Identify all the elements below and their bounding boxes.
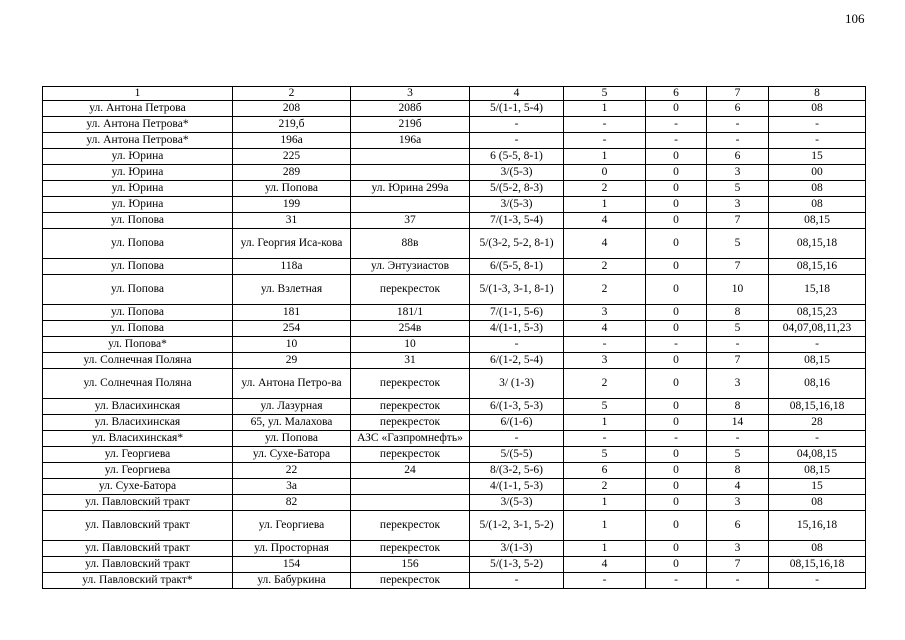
table-cell: 08 [769, 495, 866, 511]
table-cell: 08,15 [769, 463, 866, 479]
table-cell: 3/ (1-3) [470, 369, 564, 399]
table-cell: - [564, 337, 646, 353]
table-cell: 7/(1-1, 5-6) [470, 305, 564, 321]
table-cell: 08,15 [769, 213, 866, 229]
table-row [43, 557, 866, 573]
table-cell: 219б [351, 117, 470, 133]
table-cell: 6/(5-5, 8-1) [470, 259, 564, 275]
table-cell [351, 149, 470, 165]
table-cell: 4/(1-1, 5-3) [470, 479, 564, 495]
table-cell: 6 (5-5, 8-1) [470, 149, 564, 165]
table-cell: 1 [564, 415, 646, 431]
table-cell: 6/(1-6) [470, 415, 564, 431]
table-cell: 6/(1-2, 5-4) [470, 353, 564, 369]
table-cell: 2 [564, 275, 646, 305]
table-cell: 1 [564, 495, 646, 511]
table-cell: 24 [351, 463, 470, 479]
table-cell: перекресток [351, 511, 470, 541]
table-row [43, 463, 866, 479]
table-cell: ул. Попова [43, 213, 233, 229]
table-cell: 31 [351, 353, 470, 369]
table-cell: 2 [564, 259, 646, 275]
table-cell: ул. Павловский тракт [43, 557, 233, 573]
table-cell: ул. Попова* [43, 337, 233, 353]
table-cell: 82 [233, 495, 351, 511]
table-cell: - [707, 133, 769, 149]
table-cell: ул. Юрина [43, 165, 233, 181]
table-cell: ул. Солнечная Поляна [43, 353, 233, 369]
table-cell: ул. Георгиева [233, 511, 351, 541]
table-row [43, 447, 866, 463]
table-cell: 4 [564, 229, 646, 259]
table-cell: ул. Бабуркина [233, 573, 351, 589]
table-cell: - [470, 573, 564, 589]
table-cell: 3/(5-3) [470, 495, 564, 511]
table-cell [351, 197, 470, 213]
table-cell: ул. Попова [233, 431, 351, 447]
table-cell: ул. Сухе-Батора [233, 447, 351, 463]
table-cell: 208б [351, 101, 470, 117]
table-cell: 0 [646, 369, 707, 399]
table-cell: 2 [564, 479, 646, 495]
table-cell: 3/(5-3) [470, 165, 564, 181]
table-cell: 08 [769, 197, 866, 213]
table-cell: 154 [233, 557, 351, 573]
table-cell: ул. Павловский тракт* [43, 573, 233, 589]
table-cell: 04,08,15 [769, 447, 866, 463]
table-cell: 15,16,18 [769, 511, 866, 541]
table-cell: 10 [351, 337, 470, 353]
table-cell: 2 [564, 369, 646, 399]
table-cell: 5 [707, 321, 769, 337]
table-cell: 0 [646, 197, 707, 213]
table-cell: ул. Власихинская [43, 415, 233, 431]
table-cell: 3 [564, 353, 646, 369]
table-cell: перекресток [351, 399, 470, 415]
table-cell: 225 [233, 149, 351, 165]
table-cell: 5 [707, 229, 769, 259]
table-cell: 7 [707, 557, 769, 573]
table-cell: перекресток [351, 541, 470, 557]
column-header: 4 [470, 87, 564, 101]
page-number: 106 [845, 11, 865, 26]
table-cell: 219,б [233, 117, 351, 133]
table-cell: - [646, 117, 707, 133]
table-cell: 254 [233, 321, 351, 337]
table-cell: 5 [707, 447, 769, 463]
table-cell: 0 [646, 165, 707, 181]
table-row [43, 431, 866, 447]
table-cell: 0 [646, 353, 707, 369]
table-cell: 15,18 [769, 275, 866, 305]
table-cell: - [707, 573, 769, 589]
table-cell: - [707, 431, 769, 447]
stops-table [42, 86, 866, 589]
table-cell: ул. Антона Петрова* [43, 117, 233, 133]
table-row [43, 321, 866, 337]
table-cell: 6 [564, 463, 646, 479]
table-cell: 0 [646, 511, 707, 541]
table-cell: 5/(5-2, 8-3) [470, 181, 564, 197]
table-cell: 22 [233, 463, 351, 479]
table-cell: - [769, 337, 866, 353]
table-cell: 5 [707, 181, 769, 197]
table-cell: 0 [646, 321, 707, 337]
table-cell [351, 165, 470, 181]
table-cell: 4 [564, 213, 646, 229]
table-cell: 118а [233, 259, 351, 275]
table-cell: 0 [646, 101, 707, 117]
table-cell: 196а [233, 133, 351, 149]
table-cell: 1 [564, 149, 646, 165]
table-cell: ул. Юрина [43, 149, 233, 165]
table-cell: 0 [646, 463, 707, 479]
table-cell: 0 [646, 229, 707, 259]
table-cell: 5/(1-2, 3-1, 5-2) [470, 511, 564, 541]
table-cell: 0 [646, 447, 707, 463]
table-cell: - [646, 337, 707, 353]
table-cell: ул. Антона Петрова [43, 101, 233, 117]
table-cell: ул. Попова [43, 229, 233, 259]
column-header: 5 [564, 87, 646, 101]
column-header: 8 [769, 87, 866, 101]
table-cell: ул. Юрина [43, 197, 233, 213]
table-cell: - [646, 573, 707, 589]
table-cell: 4/(1-1, 5-3) [470, 321, 564, 337]
table-cell: 0 [646, 399, 707, 415]
column-header: 3 [351, 87, 470, 101]
table-cell: 3 [707, 197, 769, 213]
table-cell: 3/(5-3) [470, 197, 564, 213]
table-cell: 181 [233, 305, 351, 321]
table-cell: 08,15,16 [769, 259, 866, 275]
table-cell: ул. Юрина [43, 181, 233, 197]
table-cell: 0 [646, 415, 707, 431]
table-cell: 3 [707, 541, 769, 557]
table-cell: 208 [233, 101, 351, 117]
table-row [43, 117, 866, 133]
table-cell: - [769, 117, 866, 133]
table-row [43, 101, 866, 117]
table-cell: 00 [769, 165, 866, 181]
table-cell: 4 [707, 479, 769, 495]
table-cell: ул. Солнечная Поляна [43, 369, 233, 399]
table-cell [351, 495, 470, 511]
table-cell: ул. Взлетная [233, 275, 351, 305]
table-cell [351, 479, 470, 495]
table-cell: 181/1 [351, 305, 470, 321]
table-cell: ул. Павловский тракт [43, 511, 233, 541]
table-cell: 7/(1-3, 5-4) [470, 213, 564, 229]
table-row [43, 415, 866, 431]
table-cell: 7 [707, 213, 769, 229]
table-cell: 10 [233, 337, 351, 353]
column-header: 7 [707, 87, 769, 101]
table-cell: 5 [564, 447, 646, 463]
table-row [43, 337, 866, 353]
table-cell: 6/(1-3, 5-3) [470, 399, 564, 415]
table-cell: ул. Попова [43, 305, 233, 321]
table-row [43, 305, 866, 321]
table-cell: 1 [564, 511, 646, 541]
table-cell: 31 [233, 213, 351, 229]
table-cell: ул. Георгия Иса-кова [233, 229, 351, 259]
table-cell: - [769, 573, 866, 589]
table-cell: перекресток [351, 369, 470, 399]
table-cell: 156 [351, 557, 470, 573]
table-cell: - [769, 431, 866, 447]
table-cell: 14 [707, 415, 769, 431]
table-cell: ул. Павловский тракт [43, 541, 233, 557]
table-cell: 4 [564, 321, 646, 337]
table-cell: 3 [707, 495, 769, 511]
table-cell: АЗС «Газпромнефть» [351, 431, 470, 447]
table-cell: 08,15 [769, 353, 866, 369]
table-cell: 196а [351, 133, 470, 149]
table-cell: 3/(1-3) [470, 541, 564, 557]
table-cell: ул. Власихинская [43, 399, 233, 415]
table-cell: ул. Попова [43, 275, 233, 305]
table-cell: 8 [707, 399, 769, 415]
header-row [43, 87, 866, 101]
table-cell: 5/(3-2, 5-2, 8-1) [470, 229, 564, 259]
table-row [43, 229, 866, 259]
table-cell: 08,16 [769, 369, 866, 399]
table-cell: 0 [646, 495, 707, 511]
table-cell: 0 [646, 149, 707, 165]
table-cell: 6 [707, 149, 769, 165]
table-cell: 15 [769, 479, 866, 495]
table-cell: - [564, 133, 646, 149]
table-cell: ул. Антона Петро-ва [233, 369, 351, 399]
table-cell: 3 [707, 165, 769, 181]
table-cell: 1 [564, 541, 646, 557]
table-row [43, 369, 866, 399]
table-cell: - [707, 337, 769, 353]
table-cell: - [564, 573, 646, 589]
table-cell: 5/(1-3, 5-2) [470, 557, 564, 573]
table-cell: 0 [646, 479, 707, 495]
table-row [43, 181, 866, 197]
table-cell: - [646, 133, 707, 149]
table-cell: ул. Павловский тракт [43, 495, 233, 511]
table-row [43, 149, 866, 165]
table-cell: 6 [707, 101, 769, 117]
table-cell: 2 [564, 181, 646, 197]
table-cell: 0 [646, 557, 707, 573]
table-cell: перекресток [351, 275, 470, 305]
table-row [43, 541, 866, 557]
table-cell: 0 [646, 181, 707, 197]
table-cell: - [470, 133, 564, 149]
table-row [43, 479, 866, 495]
table-cell: ул. Антона Петрова* [43, 133, 233, 149]
table-cell: 0 [646, 275, 707, 305]
table-cell: 289 [233, 165, 351, 181]
table-cell: 08,15,23 [769, 305, 866, 321]
table-row [43, 259, 866, 275]
table-cell: 8/(3-2, 5-6) [470, 463, 564, 479]
table-cell: 0 [646, 259, 707, 275]
table-row [43, 275, 866, 305]
table-cell: 10 [707, 275, 769, 305]
table-cell: перекресток [351, 573, 470, 589]
column-header: 1 [43, 87, 233, 101]
table-cell: 3 [564, 305, 646, 321]
table-cell: 08 [769, 541, 866, 557]
table-cell: 0 [646, 541, 707, 557]
table-cell: 8 [707, 463, 769, 479]
table-cell: 0 [646, 213, 707, 229]
table-cell: перекресток [351, 415, 470, 431]
column-header: 2 [233, 87, 351, 101]
table-cell: ул. Просторная [233, 541, 351, 557]
table-cell: 15 [769, 149, 866, 165]
table-cell: ул. Энтузиастов [351, 259, 470, 275]
table-cell: - [470, 337, 564, 353]
table-cell: 5/(1-3, 3-1, 8-1) [470, 275, 564, 305]
table-cell: ул. Сухе-Батора [43, 479, 233, 495]
table-cell: 254в [351, 321, 470, 337]
table-cell: ул. Попова [43, 321, 233, 337]
table-cell: 88в [351, 229, 470, 259]
table-cell: 65, ул. Малахова [233, 415, 351, 431]
table-cell: ул. Георгиева [43, 447, 233, 463]
table-cell: 3 [707, 369, 769, 399]
table-cell: 29 [233, 353, 351, 369]
table-cell: 08 [769, 101, 866, 117]
table-cell: 28 [769, 415, 866, 431]
table-row [43, 197, 866, 213]
table-cell: 4 [564, 557, 646, 573]
table-cell: 5/(1-1, 5-4) [470, 101, 564, 117]
table-cell: - [470, 431, 564, 447]
table-cell: - [564, 431, 646, 447]
table-cell: - [564, 117, 646, 133]
table-cell: ул. Попова [43, 259, 233, 275]
table-cell: ул. Попова [233, 181, 351, 197]
table-cell: 8 [707, 305, 769, 321]
table-cell: ул. Власихинская* [43, 431, 233, 447]
table-row [43, 353, 866, 369]
table-cell: 3а [233, 479, 351, 495]
table-cell: - [769, 133, 866, 149]
table-cell: ул. Георгиева [43, 463, 233, 479]
table-cell: 0 [646, 305, 707, 321]
table-cell: 5/(5-5) [470, 447, 564, 463]
table-cell: 199 [233, 197, 351, 213]
table-cell: 6 [707, 511, 769, 541]
table-cell: 7 [707, 259, 769, 275]
table-row [43, 573, 866, 589]
table-cell: перекресток [351, 447, 470, 463]
column-header: 6 [646, 87, 707, 101]
table-cell: 08,15,18 [769, 229, 866, 259]
table-cell: 37 [351, 213, 470, 229]
table-row [43, 133, 866, 149]
table-cell: 0 [564, 165, 646, 181]
table-cell: 04,07,08,11,23 [769, 321, 866, 337]
table-cell: ул. Юрина 299а [351, 181, 470, 197]
table-cell: 1 [564, 101, 646, 117]
table-cell: 08 [769, 181, 866, 197]
table-row [43, 213, 866, 229]
table-cell: 08,15,16,18 [769, 557, 866, 573]
table-cell: ул. Лазурная [233, 399, 351, 415]
table-row [43, 511, 866, 541]
table-cell: 08,15,16,18 [769, 399, 866, 415]
table-row [43, 165, 866, 181]
table-cell: 5 [564, 399, 646, 415]
table-cell: - [470, 117, 564, 133]
table-cell: - [646, 431, 707, 447]
table-cell: 7 [707, 353, 769, 369]
table-row [43, 495, 866, 511]
table-cell: 1 [564, 197, 646, 213]
table-cell: - [707, 117, 769, 133]
table-row [43, 399, 866, 415]
